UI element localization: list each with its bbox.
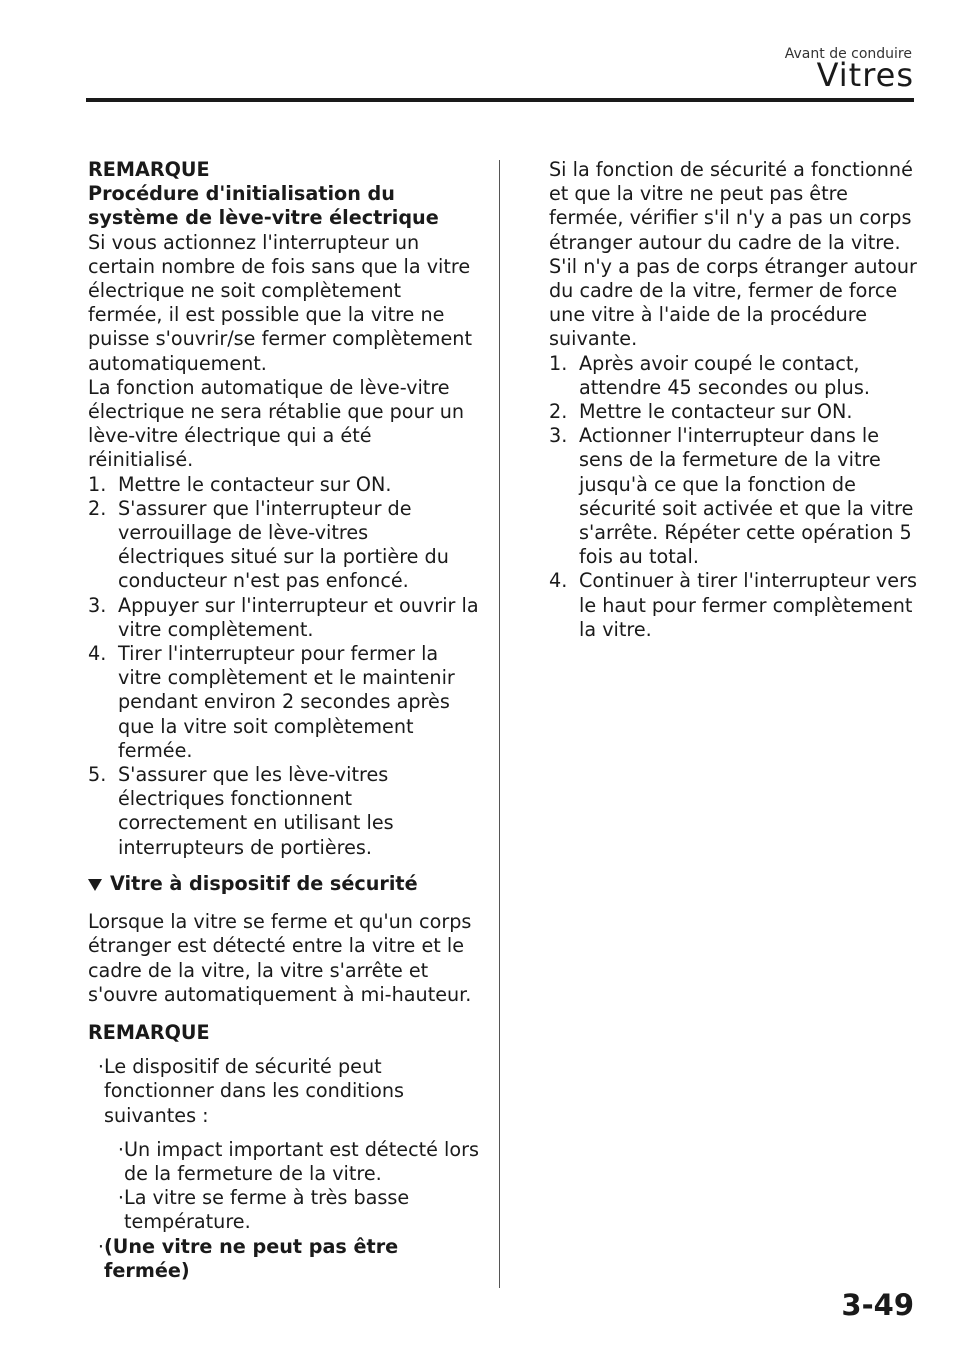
left-step-4 [88,642,480,763]
left-step-3 [88,594,480,642]
step-number: 2. [549,400,568,424]
page-number: 3-49 [841,1288,914,1322]
step-text: Appuyer sur l'interrupteur et ouvrir la vitre complètement. [118,593,479,641]
header-rule [86,98,914,102]
step-text: Continuer à tirer l'interrupteur vers le haut pour fermer complètement la vitre. [579,569,917,641]
left-step-2 [88,497,480,594]
step-number: 3. [549,424,568,448]
right-step-4 [549,569,919,642]
step-number: 4. [88,642,107,666]
note-label: REMARQUE [88,158,210,181]
right-step-3 [549,424,919,569]
left-step-5 [88,763,480,860]
safety-paragraph: Lorsque la vitre se ferme et qu'un corps étranger est détecté entre la vitre et le cadre de la vitre, la vitre s'arrête et s'ouvre automatiquement à mi-hauteur. [88,910,472,1006]
section-heading-text: Vitre à dispositif de sécurité [110,871,418,895]
column-divider [499,160,500,1288]
bullet-dot [88,1055,104,1128]
bullet-dot [108,1186,124,1234]
step-number: 5. [88,763,107,787]
step-text: Tirer l'interrupteur pour fermer la vitre complètement et le maintenir pendant environ 2 secondes après que la vitre soit complètement fermée. [118,642,455,762]
right-paragraph-1: Si la fonction de sécurité a fonctionné et que la vitre ne peut pas être fermée, vérifier s'il n'y a pas un corps étranger autour du cadre de la vitre. [549,158,913,254]
right-column [549,158,919,642]
bullet-item [88,1235,480,1283]
note-paragraph-1: Si vous actionnez l'interrupteur un certain nombre de fois sans que la vitre électrique ne soit complètement fermée, il est possible que la vitre ne puisse s'ouvrir/se fermer complètement automatiquement. [88,230,472,375]
sub-bullet-item [88,1186,480,1234]
bullet-dot [108,1138,124,1186]
bullet-item [88,1055,480,1128]
step-number: 1. [88,472,107,496]
step-number: 4. [549,569,568,593]
step-number: 1. [549,351,568,375]
step-text: Mettre le contacteur sur ON. [118,472,392,496]
bullet-text: Un impact important est détecté lors de la fermeture de la vitre. [124,1137,479,1185]
left-step-1 [88,473,480,497]
step-text: Actionner l'interrupteur dans le sens de la fermeture de la vitre jusqu'à ce que la fonction de sécurité soit activée et que la vitre s'arrête. Répéter cette opération 5 fois au total. [579,424,914,569]
right-step-1 [549,352,919,400]
step-number: 2. [88,496,107,520]
page-title: Vitres [816,56,914,94]
right-paragraph-2: S'il n'y a pas de corps étranger autour du cadre de la vitre, fermer de force une vitre à l'aide de la procédure suivante. [549,254,917,351]
bullet-text: La vitre se ferme à très basse température. [124,1186,410,1234]
right-step-2 [549,400,919,424]
note-title: Procédure d'initialisation du système de lève-vitre électrique [88,182,439,230]
header-section-label: Avant de conduire [784,46,912,62]
step-text: S'assurer que l'interrupteur de verrouillage de lève-vitres électriques situé sur la portière du conducteur n'est pas enfoncé. [118,496,449,593]
bullet-text: Le dispositif de sécurité peut fonctionner dans les conditions suivantes : [104,1055,405,1127]
step-text: S'assurer que les lève-vitres électriques fonctionnent correctement en utilisant les interrupteurs de portières. [118,763,394,859]
step-number: 3. [88,593,107,617]
note-label-2: REMARQUE [88,1020,210,1044]
sub-bullet-item [88,1138,480,1186]
note-paragraph-2: La fonction automatique de lève-vitre électrique ne sera rétablie que pour un lève-vitre électrique qui a été réinitialisé. [88,375,465,472]
left-column [88,158,480,1283]
step-text: Après avoir coupé le contact, attendre 45 secondes ou plus. [579,351,870,399]
triangle-down-icon [88,879,102,891]
bullet-dot [88,1235,104,1283]
section-heading [88,872,480,896]
step-text: Mettre le contacteur sur ON. [579,400,853,424]
bullet-text: (Une vitre ne peut pas être fermée) [104,1234,399,1282]
